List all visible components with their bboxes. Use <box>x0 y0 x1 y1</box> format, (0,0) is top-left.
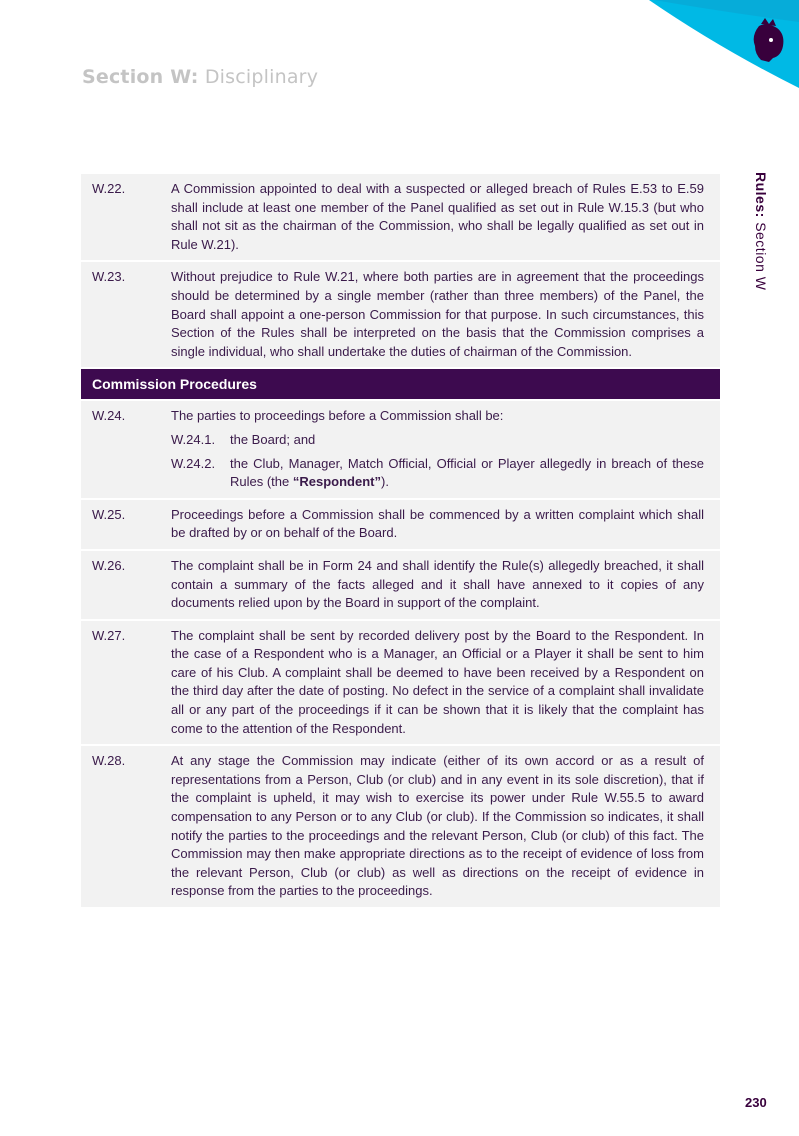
rule-text: At any stage the Commission may indicate (either of its own accord or as a result of representations from a Person, Club (or club) and in any event in its sole discretion), that if the complaint is upheld, it may wish to exercise its power under Rule W.55.5 to award compensation to any Person or to any Club (or club). If the Commission so indicates, it shall notify the parties to the proceedings and the relevant Person, Club (or club) of this fact. The Commission may then make appropriate directions as to the receipt of evidence of loss from the relevant Person, Club (or club) as well as directions on the receipt of evidence in response from the parties to the proceedings. <box>171 753 704 899</box>
rule-number: W.25. <box>92 506 126 522</box>
defined-term: “Respondent” <box>292 474 381 490</box>
rule-row <box>81 174 720 262</box>
sub-rule <box>171 455 704 492</box>
section-title-bold: Section W: <box>82 66 199 88</box>
rule-row <box>81 500 720 551</box>
rule-number: W.27. <box>92 627 126 643</box>
rule-number: W.26. <box>92 557 126 573</box>
rule-number: W.28. <box>92 753 126 769</box>
rule-row <box>81 746 720 909</box>
section-heading: Commission Procedures <box>81 369 720 401</box>
rule-number: W.22. <box>92 181 126 196</box>
section-title <box>82 66 318 88</box>
rule-number: W.23. <box>92 269 126 285</box>
rule-row <box>81 551 720 621</box>
rule-row <box>81 401 720 499</box>
sub-rule <box>171 431 704 450</box>
sub-rule-text-start: the Club, Manager, Match Official, Official or Player allegedly in breach of these Rules (the <box>230 455 704 490</box>
sub-rule-number: W.24.2. <box>171 455 216 471</box>
sub-rule-text-end: ). <box>381 474 389 490</box>
rule-text: A Commission appointed to deal with a suspected or alleged breach of Rules E.53 to E.59 shall include at least one member of the Panel qualified as set out in Rule W.15.3 (but who shall not sit as the chairman of the Commission, who shall be legally qualified as set out in Rule W.21). <box>171 181 704 252</box>
corner-decoration <box>539 0 799 100</box>
sub-rule-number: W.24.1. <box>171 431 216 447</box>
sub-rule-text <box>230 455 704 492</box>
rule-text: Proceedings before a Commission shall be commenced by a written complaint which shall be drafted by or on behalf of the Board. <box>171 506 704 541</box>
rule-text: Without prejudice to Rule W.21, where both parties are in agreement that the proceedings should be determined by a single member (rather than three members) of the Panel, the Board shall appoint a one-person Commission for that purpose. In such circumstances, this Section of the Rules shall be interpreted on the basis that the Commission comprises a single individual, who shall undertake the duties of chairman of the Commission. <box>171 269 704 359</box>
rule-text: The complaint shall be in Form 24 and shall identify the Rule(s) allegedly breached, it shall contain a summary of the facts alleged and it shall have annexed to it copies of any documents relied upon by the Board in support of the complaint. <box>171 557 704 611</box>
rule-number: W.24. <box>92 408 126 424</box>
rule-row <box>81 621 720 747</box>
rule-row <box>81 262 720 369</box>
side-label <box>753 172 769 291</box>
side-label-bold: Rules: <box>753 172 769 218</box>
rule-text: The parties to proceedings before a Commission shall be: <box>171 408 504 424</box>
side-label-light: Section W <box>753 222 769 291</box>
page-number: 230 <box>745 1095 767 1110</box>
sub-rule-text: the Board; and <box>230 431 316 447</box>
rules-content <box>81 174 720 909</box>
section-title-light: Disciplinary <box>204 66 319 88</box>
rule-text: The complaint shall be sent by recorded delivery post by the Board to the Respondent. In the case of a Respondent who is a Manager, an Official or a Player it shall be sent to him care of his Club. A complaint shall be deemed to have been received by a Respondent on the third day after the date of posting. No defect in the service of a complaint shall invalidate all or any part of the proceedings if it can be shown that it is likely that the complaint has come to the attention of the Respondent. <box>171 627 704 736</box>
